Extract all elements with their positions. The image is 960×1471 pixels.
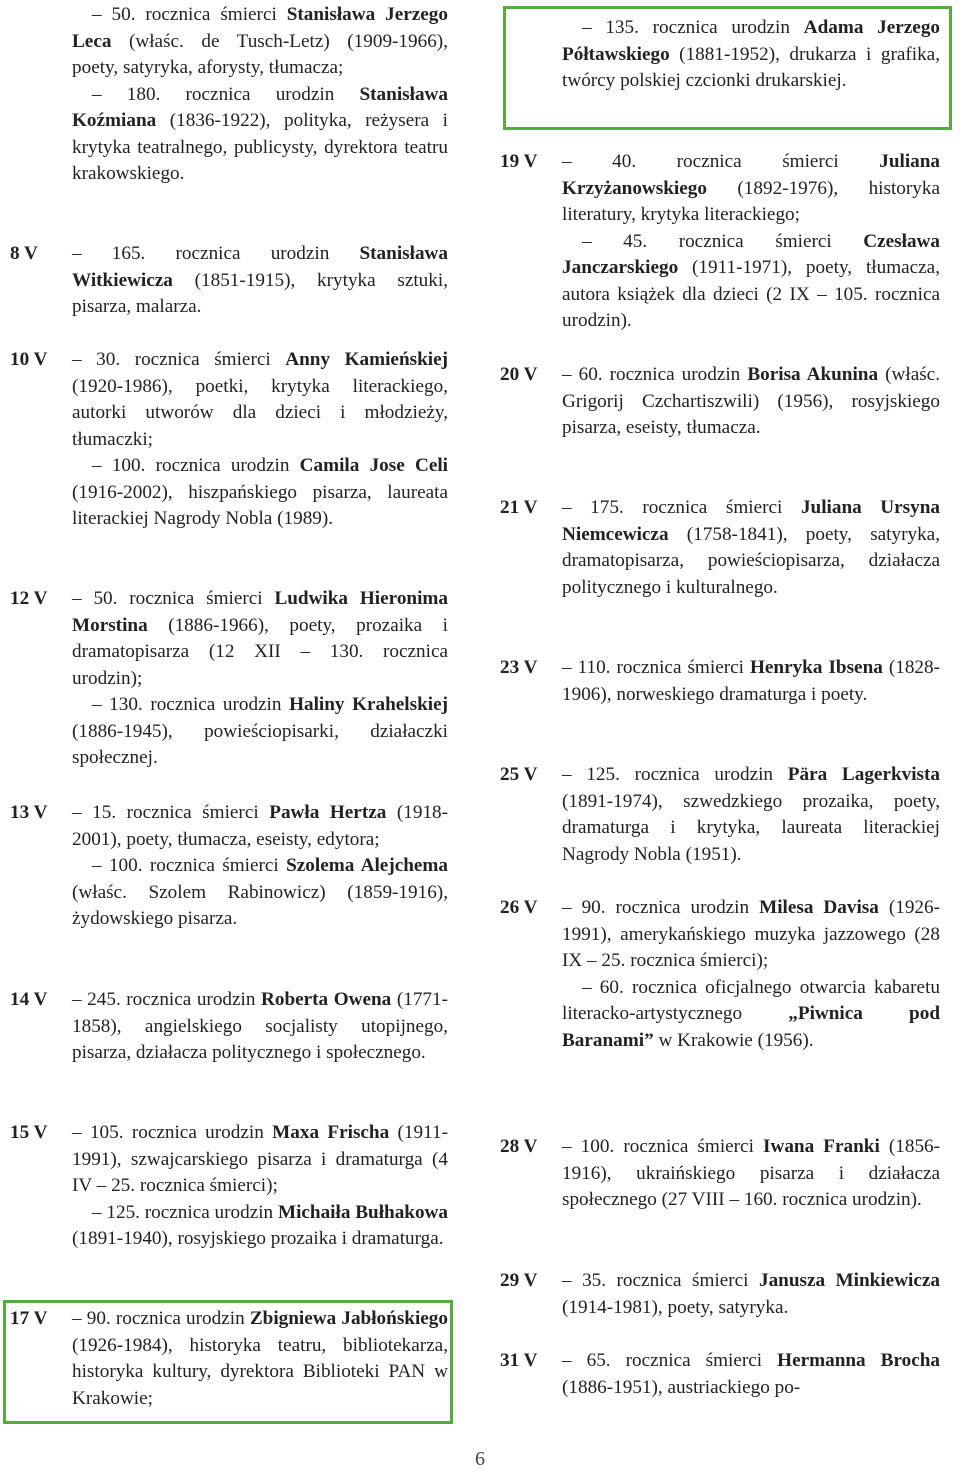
anniversary-line	[500, 895, 940, 975]
anniversary-line	[10, 241, 448, 321]
anniversary-details: (1886-1966), poety, prozaika i dramatopisarza (12 XII – 130. rocznica urodzin);	[72, 614, 448, 689]
person-name: „Piwnica pod Baranami”	[562, 1003, 940, 1051]
anniversary-number: – 40.	[562, 151, 677, 172]
anniversary-details: (1911-1991), szwajcarskiego pisarza i dramaturga (4 IV – 25. rocznica śmierci);	[72, 1122, 448, 1196]
anniversary-details: (1920-1986), poetki, krytyka literackiego, autorki utworów dla dzieci i młodzieży, tłumaczki;	[72, 375, 448, 450]
person-name: Haliny Krahelskiej	[289, 694, 449, 715]
anniversary-line	[500, 762, 940, 868]
anniversary-details: (1926-1991), amerykańskiego muzyka jazzowego (28 IX – 25. rocznica śmierci);	[562, 897, 940, 971]
anniversary-line	[10, 1120, 448, 1200]
anniversary-details: (właśc. de Tusch-Letz) (1909-1966), poety, satyryka, aforysty, tłumacza;	[72, 30, 448, 78]
anniversary-text: rocznica urodzin	[131, 1122, 273, 1143]
anniversary-line	[10, 692, 448, 772]
anniversary-number: – 15.	[72, 802, 127, 823]
calendar-entry	[10, 241, 448, 321]
calendar-entry	[500, 895, 940, 1054]
person-name: Michaiła Bułhakowa	[277, 1201, 449, 1223]
calendar-entry	[10, 1120, 448, 1253]
anniversary-line	[10, 347, 448, 453]
anniversary-text: rocznica oficjalnego otwarcia kabaretu literacko-artystycznego	[562, 976, 940, 1024]
anniversary-details: (1856-1916), ukraińskiego pisarza i działacza społecznego (27 VIII – 160. rocznica urodzin).	[562, 1136, 941, 1210]
entry-date: 14 V	[10, 989, 48, 1010]
person-name: Janusza Minkiewicza	[758, 1270, 941, 1291]
person-name: Juliana Krzyżanowskiego	[562, 151, 941, 199]
anniversary-text: rocznica śmierci	[126, 802, 270, 823]
person-name: Iwana Franki	[763, 1136, 880, 1157]
calendar-entry	[10, 347, 448, 533]
anniversary-number: – 45.	[582, 230, 679, 252]
calendar-entry	[500, 1268, 940, 1321]
person-name: Pära Lagerkvista	[787, 764, 941, 785]
entry-date: 26 V	[500, 897, 538, 918]
calendar-entry	[500, 149, 940, 335]
anniversary-number: – 135.	[582, 17, 653, 38]
anniversary-line	[10, 853, 448, 933]
anniversary-number: – 165.	[72, 243, 176, 264]
person-name: Borisa Akunina	[747, 364, 879, 385]
person-name: Hermanna Brocha	[777, 1350, 940, 1371]
anniversary-text: rocznica śmierci	[616, 657, 750, 678]
anniversary-line	[10, 453, 448, 533]
anniversary-line	[10, 586, 448, 692]
anniversary-line	[10, 2, 448, 82]
person-name: Ludwika Hieronima Morstina	[72, 588, 448, 636]
anniversary-line	[500, 149, 940, 229]
anniversary-text: rocznica urodzin	[652, 17, 804, 38]
anniversary-line	[500, 975, 940, 1055]
person-name: Henryka Ibsena	[749, 657, 883, 678]
anniversary-number: – 100.	[92, 455, 156, 476]
person-name: Czesława Janczarskiego	[562, 230, 941, 278]
entry-date: 17 V	[10, 1308, 48, 1329]
anniversary-text: rocznica urodzin	[185, 83, 360, 105]
anniversary-number: – 105.	[72, 1122, 132, 1143]
anniversary-number: – 60.	[582, 976, 632, 998]
entry-date: 31 V	[500, 1350, 538, 1371]
anniversary-details: (1911-1971), poety, tłumacza, autora książek dla dzieci (2 IX – 105. rocznica urodzin).	[562, 257, 940, 331]
anniversary-number: – 90.	[72, 1308, 116, 1329]
person-name: Stanisława Witkiewicza	[72, 243, 448, 291]
anniversary-number: – 175.	[562, 497, 643, 518]
anniversary-text: rocznica śmierci	[625, 1350, 778, 1371]
page-number: 6	[475, 1448, 485, 1470]
anniversary-line	[10, 1200, 448, 1253]
anniversary-number: – 60.	[562, 364, 610, 385]
anniversary-line	[500, 495, 940, 601]
anniversary-details: (1914-1981), poety, satyryka.	[562, 1296, 789, 1318]
anniversary-text: rocznica śmierci	[623, 1136, 763, 1157]
anniversary-details: w Krakowie (1956).	[653, 1029, 814, 1051]
anniversary-number: – 65.	[562, 1350, 626, 1371]
calendar-entry	[10, 2, 448, 188]
person-name: Roberta Owena	[261, 989, 392, 1010]
anniversary-number: – 90.	[562, 897, 616, 918]
anniversary-number: – 180.	[92, 83, 186, 105]
entry-date: 29 V	[500, 1270, 538, 1291]
person-name: Camila Jose Celi	[299, 455, 448, 476]
person-name: Adama Jerzego Półtawskiego	[562, 17, 941, 65]
person-name: Anny Kamieńskiej	[285, 349, 448, 370]
anniversary-text: rocznica urodzin	[175, 243, 360, 264]
calendar-entry	[500, 1348, 940, 1401]
anniversary-text: rocznica urodzin	[126, 989, 262, 1010]
person-name: Stanisława Koźmiana	[72, 83, 448, 131]
anniversary-details: (1891-1940), rosyjskiego prozaika i dramaturga.	[72, 1228, 444, 1249]
anniversary-number: – 125.	[562, 764, 635, 785]
anniversary-details: (1836-1922), polityka, reżysera i krytyka teatralnego, publicysty, dyrektora teatru krakowskiego.	[72, 110, 448, 184]
anniversary-text: rocznica urodzin	[144, 1201, 278, 1223]
anniversary-number: – 50.	[72, 588, 130, 609]
anniversary-number: – 30.	[72, 349, 135, 370]
anniversary-line	[500, 1268, 940, 1321]
entry-date: 21 V	[500, 497, 538, 518]
person-name: Pawła Hertza	[269, 802, 387, 823]
anniversary-details: (1828-1906), norweskiego dramaturga i poety.	[562, 657, 941, 705]
anniversary-number: – 245.	[72, 989, 127, 1010]
person-name: Stanisława Jerzego Leca	[72, 4, 448, 52]
anniversary-details: (1918-2001), poety, tłumacza, eseisty, edytora;	[72, 802, 449, 850]
anniversary-text: rocznica urodzin	[155, 455, 300, 476]
entry-date: 20 V	[500, 364, 538, 385]
person-name: Maxa Frischa	[272, 1122, 390, 1143]
calendar-entry	[500, 362, 940, 442]
anniversary-details: (1758-1841), poety, satyryka, dramatopisarza, powieściopisarza, działacza politycznego i kulturalnego.	[562, 523, 940, 598]
anniversary-number: – 100.	[562, 1136, 624, 1157]
anniversary-text: rocznica śmierci	[642, 497, 801, 518]
person-name: Zbigniewa Jabłońskiego	[249, 1308, 448, 1329]
entry-date: 19 V	[500, 151, 538, 172]
anniversary-details: (1916-2002), hiszpańskiego pisarza, laureata literackiej Nagrody Nobla (1989).	[72, 481, 448, 529]
anniversary-text: rocznica śmierci	[129, 588, 275, 609]
anniversary-text: rocznica śmierci	[134, 349, 286, 370]
calendar-entry	[500, 655, 940, 708]
anniversary-number: – 110.	[562, 657, 617, 678]
anniversary-text: rocznica urodzin	[634, 764, 788, 785]
anniversary-number: – 130.	[92, 694, 151, 715]
person-name: Szolema Alejchema	[286, 855, 448, 876]
anniversary-line	[500, 229, 940, 335]
entry-date: 13 V	[10, 802, 48, 823]
anniversary-line	[500, 1134, 940, 1214]
anniversary-details: (1851-1915), krytyka sztuki, pisarza, malarza.	[72, 269, 448, 317]
anniversary-line	[10, 800, 448, 853]
calendar-entry	[500, 762, 940, 868]
anniversary-details: (1886-1945), powieściopisarki, działaczki społecznej.	[72, 720, 448, 768]
entry-date: 28 V	[500, 1136, 538, 1157]
anniversary-text: rocznica urodzin	[615, 897, 760, 918]
entry-date: 15 V	[10, 1122, 48, 1143]
anniversary-line	[500, 362, 940, 442]
anniversary-number: – 100.	[92, 855, 150, 876]
anniversary-text: rocznica śmierci	[678, 230, 864, 252]
anniversary-number: – 35.	[562, 1270, 617, 1291]
anniversary-line	[10, 987, 448, 1067]
anniversary-details: (1926-1984), historyka teatru, bibliotekarza, historyka kultury, dyrektora Biblioteki PAN w Krakowie;	[72, 1334, 448, 1409]
person-name: Milesa Davisa	[759, 897, 879, 918]
calendar-entry	[10, 987, 448, 1067]
anniversary-number: – 50.	[92, 4, 146, 25]
entry-date: 23 V	[500, 657, 538, 678]
entry-date: 8 V	[10, 243, 38, 264]
anniversary-line	[500, 1348, 940, 1401]
anniversary-line	[10, 82, 448, 188]
entry-date: 10 V	[10, 349, 48, 370]
anniversary-details: (właśc. Grigorij Czchartiszwili) (1956), rosyjskiego pisarza, eseisty, tłumacza.	[562, 364, 940, 438]
anniversary-text: rocznica śmierci	[676, 151, 880, 172]
anniversary-text: rocznica urodzin	[115, 1308, 250, 1329]
anniversary-text: rocznica urodzin	[150, 694, 290, 715]
person-name: Juliana Ursyna Niemcewicza	[562, 497, 940, 545]
anniversary-details: (właśc. Szolem Rabinowicz) (1859-1916), żydowskiego pisarza.	[72, 881, 448, 929]
anniversary-details: (1886-1951), austriackiego po-	[562, 1376, 801, 1398]
calendar-entry	[10, 586, 448, 772]
anniversary-details: (1891-1974), szwedzkiego prozaika, poety, dramaturga i krytyka, laureata literackiej Nagrody Nobla (1951).	[562, 790, 940, 865]
entry-date: 12 V	[10, 588, 48, 609]
anniversary-details: (1892-1976), historyka literatury, krytyka literackiego;	[562, 177, 940, 225]
anniversary-text: rocznica śmierci	[616, 1270, 759, 1291]
anniversary-text: rocznica śmierci	[149, 855, 287, 876]
anniversary-details: (1881-1952), drukarza i grafika, twórcy polskiej czcionki drukarskiej.	[562, 43, 940, 91]
anniversary-details: (1771-1858), angielskiego socjalisty utopijnego, pisarza, działacza politycznego i społecznego.	[72, 989, 448, 1063]
anniversary-line	[500, 655, 940, 708]
anniversary-text: rocznica śmierci	[145, 4, 287, 25]
calendar-entry	[10, 800, 448, 933]
green-highlight-box-bottom-left	[3, 1300, 453, 1424]
anniversary-number: – 125.	[92, 1201, 145, 1223]
calendar-entry	[500, 495, 940, 601]
green-highlight-box-top-right	[503, 6, 952, 130]
anniversary-text: rocznica urodzin	[609, 364, 748, 385]
calendar-entry	[500, 1134, 940, 1214]
entry-date: 25 V	[500, 764, 538, 785]
